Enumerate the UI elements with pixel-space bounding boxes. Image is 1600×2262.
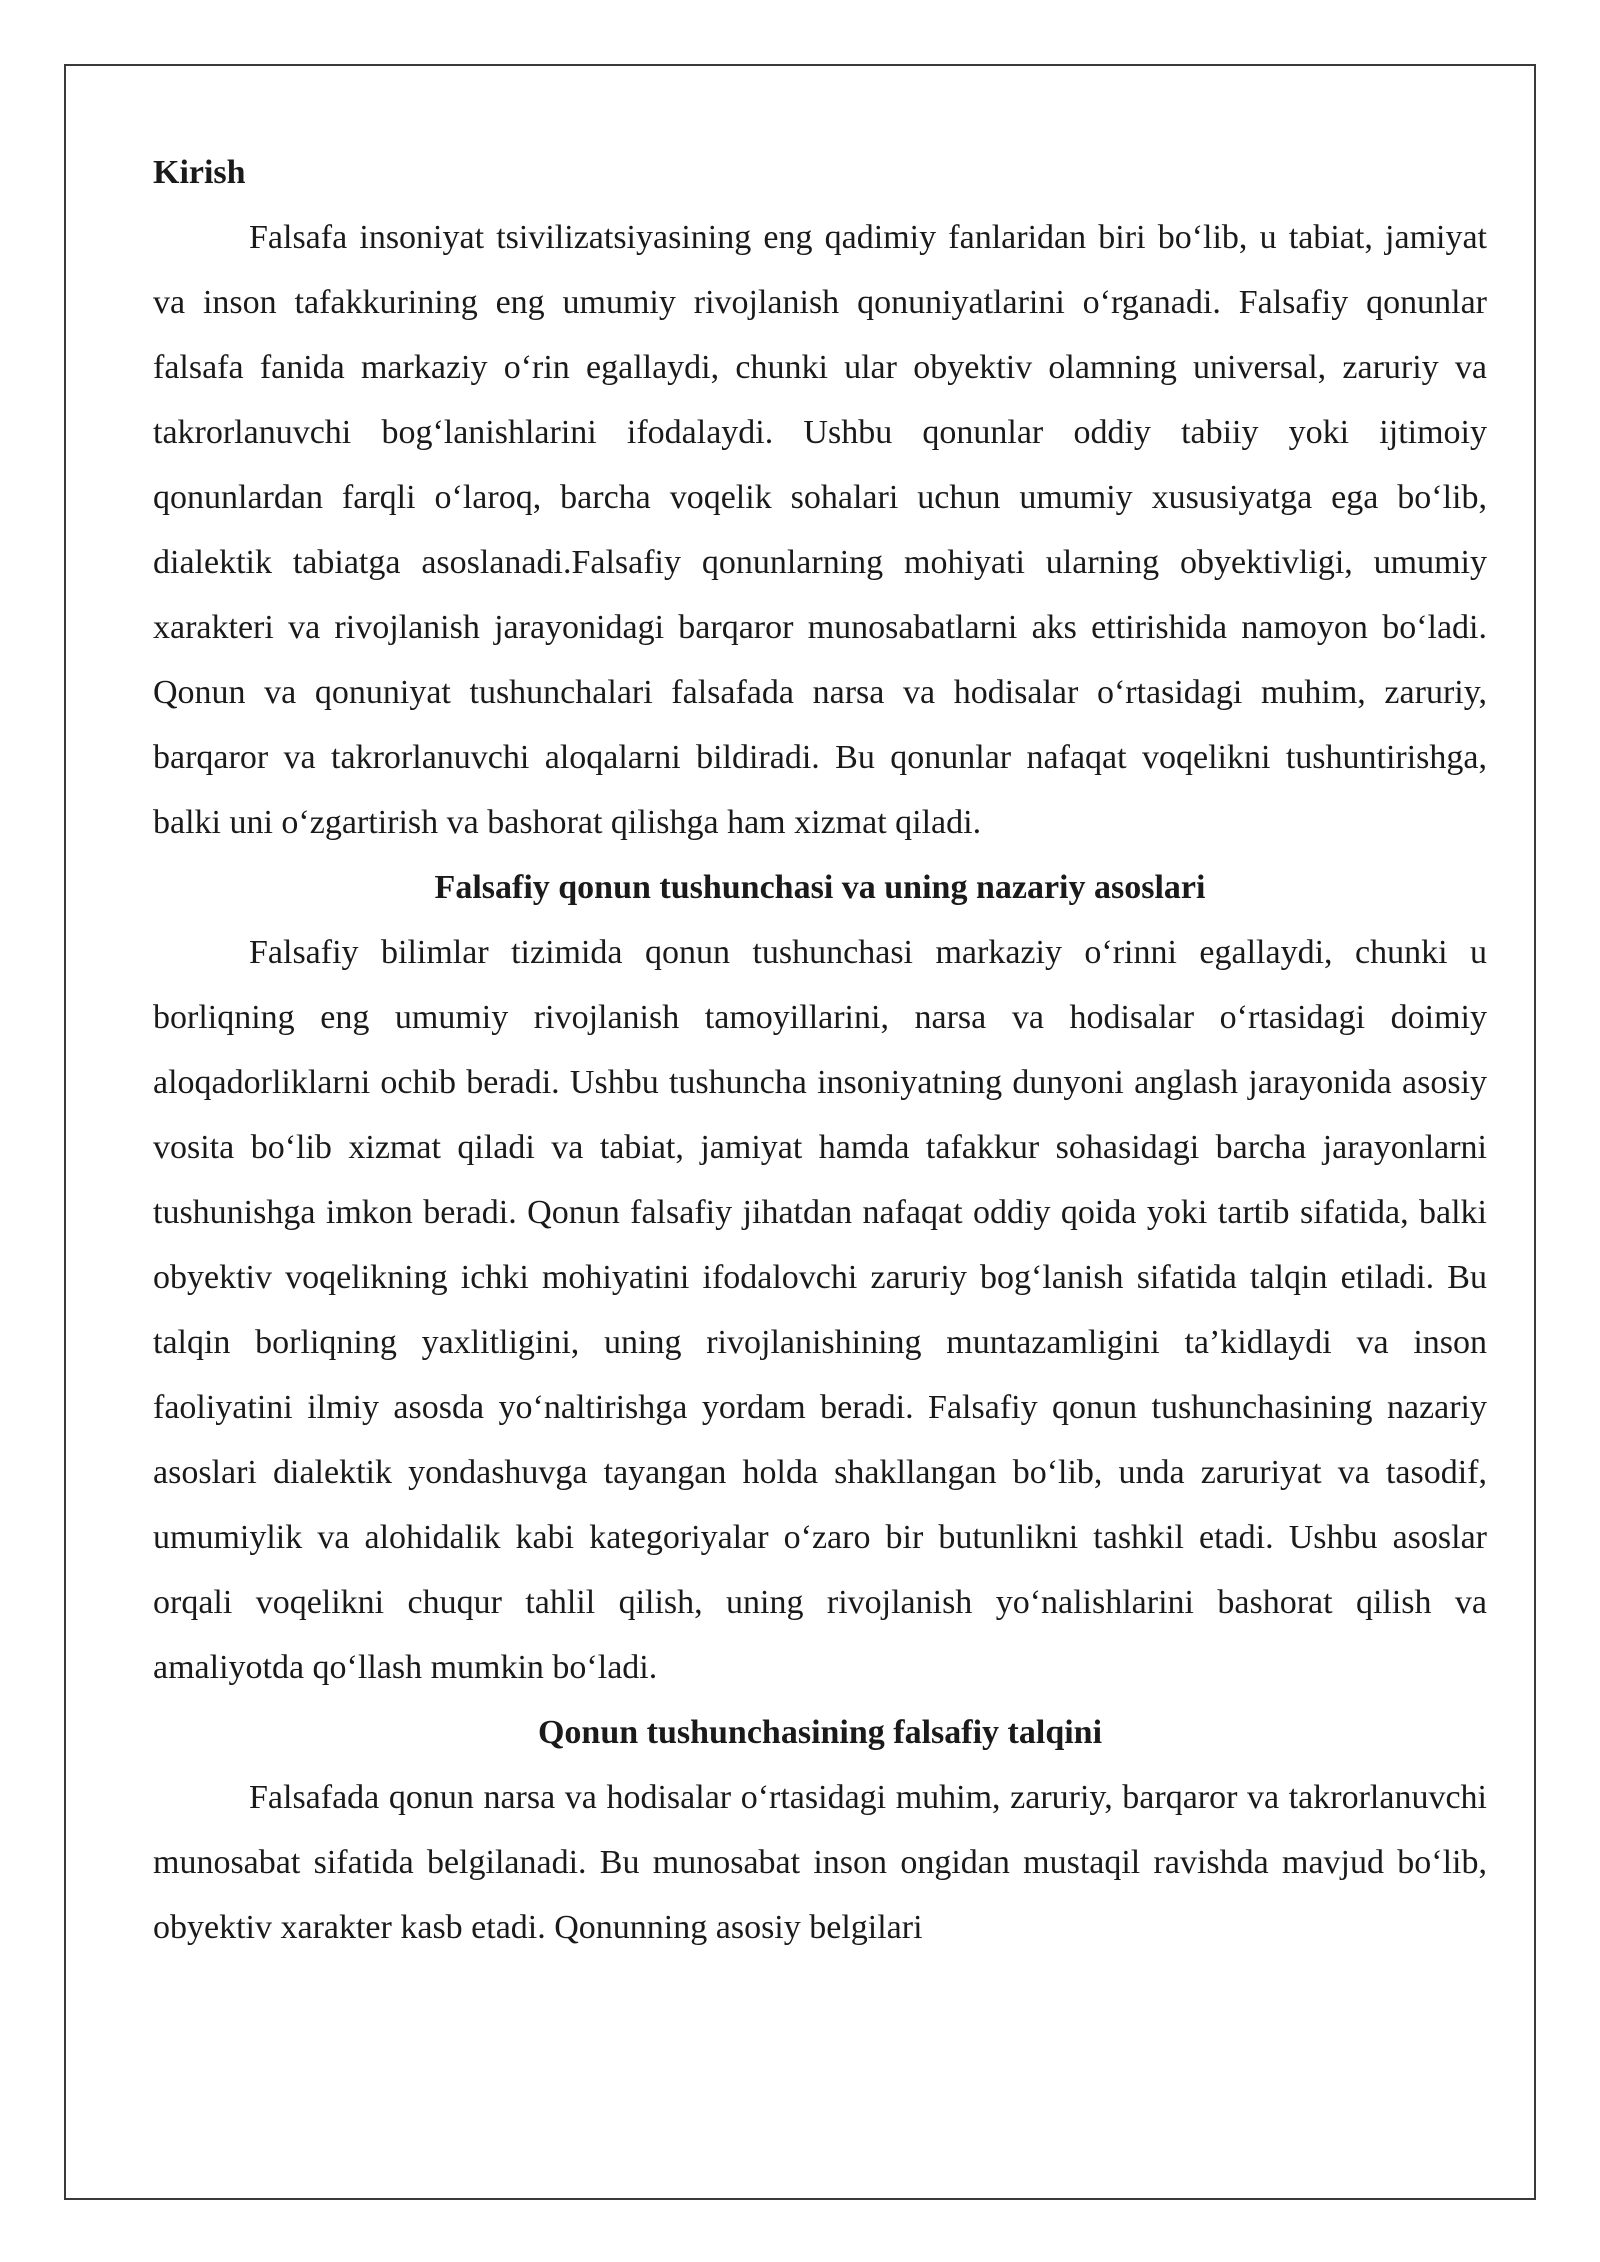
- section1-paragraph: Falsafiy bilimlar tizimida qonun tushunchasi markaziy o‘rinni egallaydi, chunki u borliqning eng umumiy rivojlanish tamoyillarini, narsa va hodisalar o‘rtasidagi doimiy aloqadorliklarni ochib beradi. Ushbu tushuncha insoniyatning dunyoni anglash jarayonida asosiy vosita bo‘lib xizmat qiladi va tabiat, jamiyat hamda tafakkur sohasidagi barcha jarayonlarni tushunishga imkon beradi. Qonun falsafiy jihatdan nafaqat oddiy qoida yoki tartib sifatida, balki obyektiv voqelikning ichki mohiyatini ifodalovchi zaruriy bog‘lanish sifatida talqin etiladi. Bu talqin borliqning yaxlitligini, uning rivojlanishining muntazamligini ta’kidlaydi va inson faoliyatini ilmiy asosda yo‘naltirishga yordam beradi. Falsafiy qonun tushunchasining nazariy asoslari dialektik yondashuvga tayangan holda shakllangan bo‘lib, unda zaruriyat va tasodif, umumiylik va alohidalik kabi kategoriyalar o‘zaro bir butunlikni tashkil etadi. Ushbu asoslar orqali voqelikni chuqur tahlil qilish, uning rivojlanish yo‘nalishlarini bashorat qilish va amaliyotda qo‘llash mumkin bo‘ladi.: [153, 934, 1487, 1686]
- intro-heading: Kirish: [153, 154, 246, 191]
- section1-heading: Falsafiy qonun tushunchasi va uning nazariy asoslari: [434, 869, 1206, 906]
- section2-paragraph: Falsafada qonun narsa va hodisalar o‘rtasidagi muhim, zaruriy, barqaror va takrorlanuvchi munosabat sifatida belgilanadi. Bu munosabat inson ongidan mustaqil ravishda mavjud bo‘lib, obyektiv xarakter kasb etadi. Qonunning asosiy belgilari: [153, 1779, 1487, 1946]
- document-body: [153, 140, 1487, 1960]
- section2-heading: Qonun tushunchasining falsafiy talqini: [537, 1714, 1103, 1751]
- intro-paragraph: Falsafa insoniyat tsivilizatsiyasining eng qadimiy fanlaridan biri bo‘lib, u tabiat, jamiyat va inson tafakkurining eng umumiy rivojlanish qonuniyatlarini o‘rganadi. Falsafiy qonunlar falsafa fanida markaziy o‘rin egallaydi, chunki ular obyektiv olamning universal, zaruriy va takrorlanuvchi bog‘lanishlarini ifodalaydi. Ushbu qonunlar oddiy tabiiy yoki ijtimoiy qonunlardan farqli o‘laroq, barcha voqelik sohalari uchun umumiy xususiyatga ega bo‘lib, dialektik tabiatga asoslanadi.Falsafiy qonunlarning mohiyati ularning obyektivligi, umumiy xarakteri va rivojlanish jarayonidagi barqaror munosabatlarni aks ettirishida namoyon bo‘ladi. Qonun va qonuniyat tushunchalari falsafada narsa va hodisalar o‘rtasidagi muhim, zaruriy, barqaror va takrorlanuvchi aloqalarni bildiradi. Bu qonunlar nafaqat voqelikni tushuntirishga, balki uni o‘zgartirish va bashorat qilishga ham xizmat qiladi.: [153, 219, 1487, 841]
